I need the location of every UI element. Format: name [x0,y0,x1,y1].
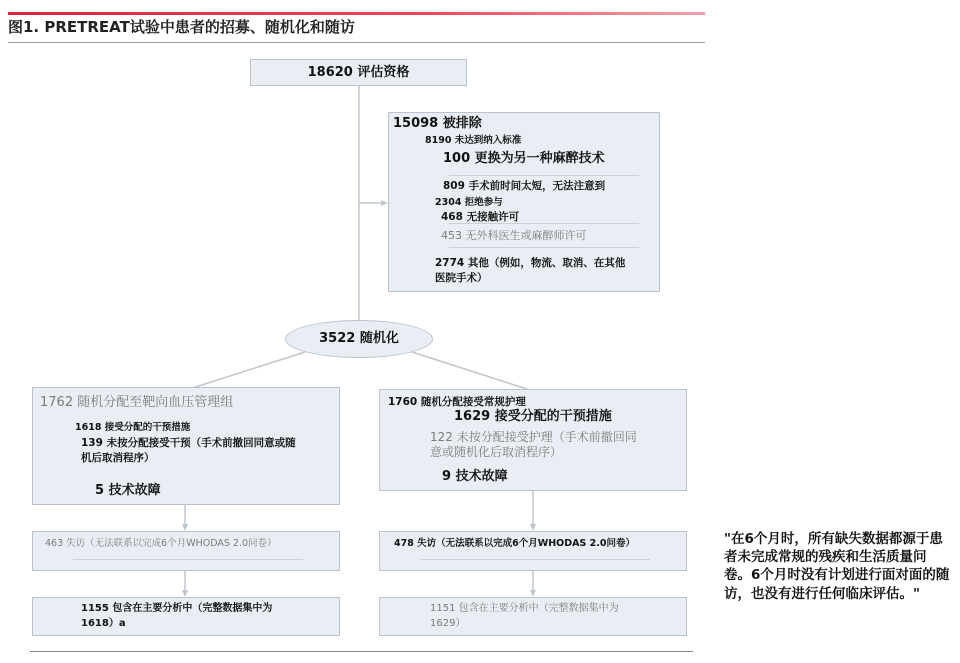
excluded-reason-not-eligible: 8190 未达到纳入标准 [425,135,522,146]
connector-randomized-left [183,352,305,391]
left-arm-analyzed-box [32,597,340,636]
arrowhead-left-lost [182,524,188,531]
excluded-box [388,112,660,292]
right-arm-title: 1760 随机分配接受常规护理 [388,396,526,408]
excluded-divider-2 [449,223,639,224]
excluded-title: 15098 被排除 [393,116,482,131]
left-lost-divider [73,559,303,560]
left-arm-allocation-box [32,387,340,505]
arrowhead-right-lost [530,524,536,531]
right-arm-analyzed-1: 1151 包含在主要分析中（完整数据集中为 [430,603,619,614]
right-arm-lost-box [379,531,687,571]
left-arm-lost-box [32,531,340,571]
arrowhead-left-analyzed [182,590,188,597]
excluded-reason-time-short: 809 手术前时间太短，无法注意到 [443,180,606,192]
randomized-node [285,320,433,358]
excluded-reason-no-contact: 468 无接触许可 [441,211,520,223]
left-arm-analyzed-2: 1618）a [81,618,126,629]
right-arm-technical-failure: 9 技术故障 [442,469,508,484]
excluded-reason-no-surgeon-permission: 453 无外科医生或麻醉师许可 [441,229,587,242]
left-arm-analyzed-1: 1155 包含在主要分析中（完整数据集中为 [81,603,273,614]
excluded-reason-declined: 2304 拒绝参与 [435,197,503,208]
right-lost-divider [420,559,650,560]
randomized-label: 3522 随机化 [319,331,399,346]
excluded-reason-other-1: 2774 其他（例如，物流、取消、在其他 [435,257,626,269]
left-arm-technical-failure: 5 技术故障 [95,483,161,498]
bottom-divider [30,651,693,652]
left-arm-not-received-1: 139 未按分配接受干预（手术前撤回同意或随 [81,437,296,449]
arrowhead-excluded [381,200,388,206]
right-arm-allocation-box [379,389,687,491]
right-arm-not-received-2: 意或随机化后取消程序） [430,445,563,459]
arrowhead-right-analyzed [530,590,536,597]
right-arm-lost: 478 失访（无法联系以完成6个月WHODAS 2.0问卷） [394,538,635,549]
left-arm-not-received-2: 机后取消程序） [81,452,155,464]
eligibility-box [250,59,467,86]
left-arm-title: 1762 随机分配至靶向血压管理组 [40,395,234,410]
left-arm-lost: 463 失访（无法联系以完成6个月WHODAS 2.0问卷） [45,538,277,549]
excluded-divider-3 [449,247,639,248]
left-arm-received: 1618 接受分配的干预措施 [75,422,191,433]
connector-randomized-right [412,352,533,391]
right-arm-analyzed-2: 1629） [430,618,466,629]
eligibility-label: 18620 评估资格 [307,65,410,80]
excluded-reason-anesthesia-change: 100 更换为另一种麻醉技术 [443,151,605,166]
right-arm-received: 1629 接受分配的干预措施 [454,409,612,424]
footnote-text: "在6个月时，所有缺失数据都源于患者未完成常规的残疾和生活质量问卷。6个月时没有计划进行面对面的随访，也没有进行任何临床评估。" [724,531,950,602]
right-arm-not-received-1: 122 未按分配接受护理（手术前撤回同 [430,430,637,444]
excluded-reason-other-2: 医院手术） [435,272,488,284]
right-arm-analyzed-box [379,597,687,636]
excluded-divider-1 [449,175,639,176]
figure-title: 图1. PRETREAT试验中患者的招募、随机化和随访 [8,18,355,36]
